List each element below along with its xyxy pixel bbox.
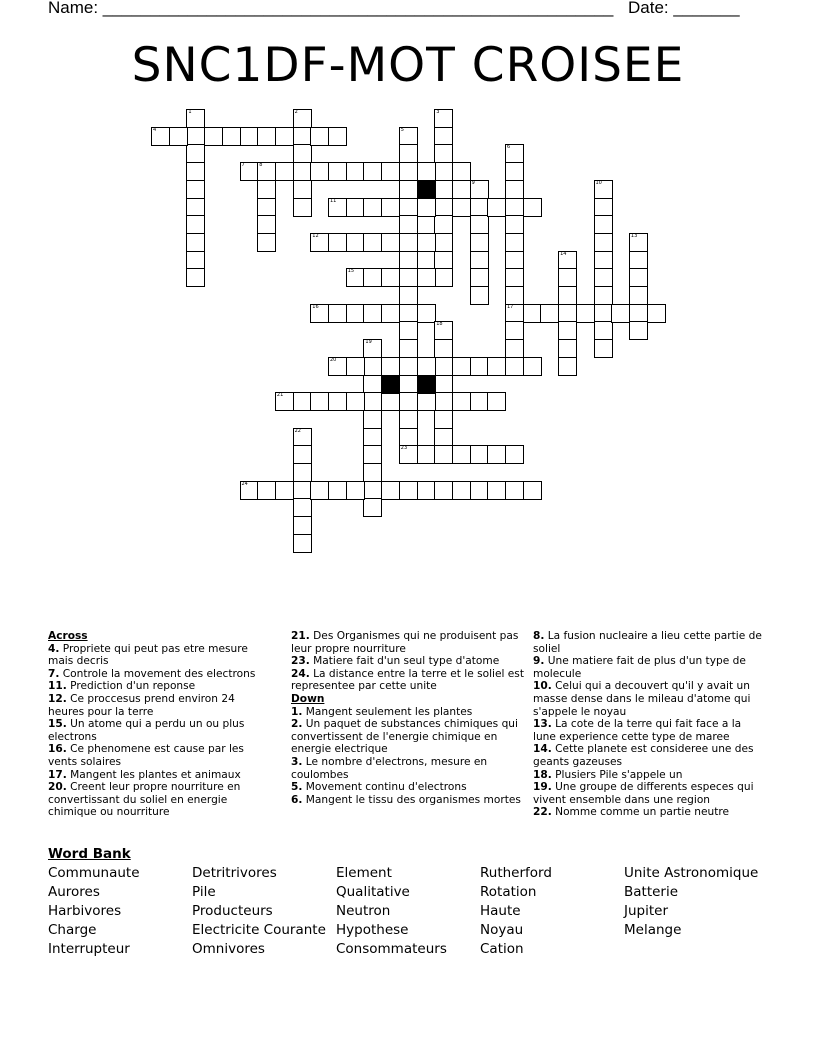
word-bank-item: Harbivores [48, 903, 122, 919]
grid-cell[interactable] [186, 215, 205, 234]
grid-cell[interactable] [629, 233, 648, 252]
grid-cell[interactable] [328, 233, 347, 252]
grid-cell[interactable] [363, 198, 382, 217]
grid-cell[interactable] [257, 198, 276, 217]
grid-cell[interactable] [434, 428, 453, 447]
grid-cell[interactable] [594, 180, 613, 199]
grid-cell[interactable] [222, 127, 241, 146]
clue-number: 2 [294, 109, 298, 115]
grid-cell[interactable] [558, 321, 577, 340]
grid-cell[interactable] [505, 198, 524, 217]
grid-cell[interactable] [310, 233, 329, 252]
grid-cell[interactable] [293, 481, 312, 500]
grid-cell[interactable] [257, 127, 276, 146]
grid-cell[interactable] [363, 268, 382, 287]
name-field[interactable]: Name: ______________________________________________________ [48, 0, 614, 17]
clue-number: 15 [347, 268, 355, 275]
clue-number: 17 [507, 303, 514, 310]
grid-cell[interactable] [363, 463, 382, 482]
grid-cell[interactable] [470, 180, 489, 199]
across-clue: 11. Prediction d'un reponse [48, 680, 196, 693]
word-bank-column [480, 864, 624, 959]
grid-cell[interactable] [434, 410, 453, 429]
grid-cell[interactable] [594, 251, 613, 270]
grid-cell[interactable] [257, 481, 276, 500]
grid-cell[interactable] [293, 445, 312, 464]
clue-number: 12 [312, 232, 319, 239]
grid-cell[interactable] [381, 198, 400, 217]
word-bank-item: Element [336, 865, 392, 881]
grid-cell[interactable] [275, 162, 294, 181]
grid-cell[interactable] [328, 127, 347, 146]
down-clue: 8. La fusion nucleaire a lieu cette partie de soliel [533, 630, 762, 655]
grid-cell[interactable] [346, 392, 365, 411]
grid-cell[interactable] [629, 286, 648, 305]
grid-cell[interactable] [452, 357, 471, 376]
grid-cell[interactable] [399, 233, 418, 252]
word-bank-item: Producteurs [192, 903, 273, 919]
grid-cell[interactable] [399, 428, 418, 447]
grid-cell[interactable] [363, 233, 382, 252]
grid-cell[interactable] [487, 357, 506, 376]
grid-cell[interactable] [434, 127, 453, 146]
grid-cell[interactable] [399, 162, 418, 181]
grid-cell[interactable] [399, 339, 418, 358]
grid-cell[interactable] [399, 357, 418, 376]
word-bank-item: Unite Astronomique [624, 865, 759, 881]
grid-cell[interactable] [434, 445, 453, 464]
clues-column-1 [48, 630, 263, 819]
clue-number: 14 [560, 250, 567, 257]
grid-cell[interactable] [434, 198, 453, 217]
grid-cell[interactable] [505, 339, 524, 358]
grid-cell[interactable] [346, 268, 365, 287]
across-heading: Across [48, 630, 88, 642]
grid-cell[interactable] [452, 481, 471, 500]
word-bank-item: Consommateurs [336, 941, 447, 957]
grid-cell[interactable] [417, 162, 436, 181]
grid-cell[interactable] [186, 268, 205, 287]
grid-cell[interactable] [399, 445, 418, 464]
down-heading: Down [291, 692, 325, 705]
clue-number: 5 [400, 126, 404, 133]
grid-cell[interactable] [399, 180, 418, 199]
grid-cell[interactable] [470, 215, 489, 234]
grid-cell[interactable] [470, 357, 489, 376]
grid-cell[interactable] [434, 233, 453, 252]
grid-cell[interactable] [594, 198, 613, 217]
grid-cell[interactable] [381, 233, 400, 252]
grid-cell[interactable] [452, 198, 471, 217]
grid-cell[interactable] [434, 144, 453, 163]
grid-cell[interactable] [310, 392, 329, 411]
grid-cell[interactable] [434, 321, 453, 340]
grid-cell[interactable] [399, 321, 418, 340]
grid-cell[interactable] [470, 233, 489, 252]
grid-cell[interactable] [523, 357, 542, 376]
across-clue: 7. Controle la movement des electrons [48, 667, 256, 680]
grid-cell[interactable] [452, 392, 471, 411]
word-bank-item: Pile [192, 884, 216, 900]
grid-cell[interactable] [186, 162, 205, 181]
grid-cell[interactable] [594, 321, 613, 340]
grid-cell[interactable] [594, 339, 613, 358]
clue-number: 19 [365, 339, 372, 346]
word-bank-item: Aurores [48, 884, 100, 900]
grid-cell[interactable] [399, 481, 418, 500]
grid-cell[interactable] [346, 481, 365, 500]
page-title: SNC1DF-MOT CROISEE [131, 38, 685, 93]
grid-cell[interactable] [505, 445, 524, 464]
grid-cell[interactable] [328, 392, 347, 411]
grid-cell[interactable] [363, 375, 382, 394]
word-bank-item: Communaute [48, 865, 140, 881]
grid-cell[interactable] [558, 304, 577, 323]
grid-cell[interactable] [381, 268, 400, 287]
grid-cell[interactable] [487, 481, 506, 500]
grid-cell[interactable] [328, 357, 347, 376]
grid-cell[interactable] [505, 180, 524, 199]
grid-cell[interactable] [310, 481, 329, 500]
across-clue: 21. Des Organismes qui ne produisent pas leur propre nourriture [291, 630, 519, 655]
grid-cell[interactable] [558, 286, 577, 305]
grid-cell[interactable] [293, 198, 312, 217]
grid-cell[interactable] [363, 392, 382, 411]
grid-cell[interactable] [417, 198, 436, 217]
grid-cell[interactable] [629, 304, 648, 323]
grid-cell[interactable] [293, 428, 312, 447]
grid-cell[interactable] [363, 162, 382, 181]
across-clue: 23. Matiere fait d'un seul type d'atome [291, 655, 500, 668]
grid-cell[interactable] [240, 481, 259, 500]
word-bank-column [624, 864, 768, 940]
clues-column-3 [533, 630, 763, 819]
grid-cell[interactable] [417, 445, 436, 464]
down-clue: 6. Mangent le tissu des organismes mortes [291, 793, 521, 806]
grid-cell[interactable] [186, 233, 205, 252]
grid-cell[interactable] [523, 304, 542, 323]
down-clue: 10. Celui qui a decouvert qu'il y avait un masse dense dans le mileau d'atome qui s'appele le noyau [533, 680, 751, 718]
across-clue: 12. Ce proccesus prend environ 24 heures pour la terre [48, 692, 235, 718]
grid-cell[interactable] [434, 251, 453, 270]
grid-cell[interactable] [399, 410, 418, 429]
down-clue: 1. Mangent seulement les plantes [291, 705, 473, 718]
clue-number: 24 [241, 480, 248, 487]
grid-cell[interactable] [399, 251, 418, 270]
grid-cell[interactable] [434, 392, 453, 411]
grid-cell[interactable] [629, 321, 648, 340]
grid-cell[interactable] [240, 127, 259, 146]
grid-cell[interactable] [363, 445, 382, 464]
grid-cell[interactable] [328, 481, 347, 500]
word-bank-item: Jupiter [624, 903, 669, 919]
grid-cell[interactable] [505, 304, 524, 323]
grid-cell[interactable] [381, 392, 400, 411]
grid-cell[interactable] [434, 268, 453, 287]
grid-cell[interactable] [470, 198, 489, 217]
across-clue: 24. La distance entre la terre et le soliel est representee par cette unite [291, 667, 524, 693]
grid-cell[interactable] [523, 198, 542, 217]
grid-cell[interactable] [399, 286, 418, 305]
word-bank-column [48, 864, 192, 959]
grid-black-cell [381, 375, 400, 394]
grid-cell[interactable] [505, 357, 524, 376]
word-bank-item: Noyau [480, 922, 524, 938]
clue-number: 3 [436, 109, 440, 115]
grid-cell[interactable] [487, 392, 506, 411]
grid-cell[interactable] [381, 481, 400, 500]
word-bank-item: Rutherford [480, 865, 552, 881]
date-field[interactable]: Date: _______ [628, 0, 740, 17]
down-clue: 13. La cote de la terre qui fait face a la lune experience cette type de maree [533, 718, 742, 743]
grid-cell[interactable] [399, 198, 418, 217]
across-clue: 20. Creent leur propre nourriture en convertissant du soliel en energie chimique ou nourriture [48, 781, 241, 819]
grid-cell[interactable] [186, 198, 205, 217]
grid-cell[interactable] [540, 304, 559, 323]
grid-cell[interactable] [523, 481, 542, 500]
grid-cell[interactable] [505, 162, 524, 181]
grid-cell[interactable] [399, 304, 418, 323]
grid-cell[interactable] [257, 215, 276, 234]
grid-cell[interactable] [293, 392, 312, 411]
down-clue: 5. Movement continu d'electrons [291, 781, 467, 794]
grid-cell[interactable] [505, 321, 524, 340]
grid-cell[interactable] [399, 127, 418, 146]
clue-number: 7 [241, 162, 245, 169]
grid-cell[interactable] [487, 445, 506, 464]
grid-cell[interactable] [293, 463, 312, 482]
grid-cell[interactable] [186, 144, 205, 163]
grid-cell[interactable] [328, 304, 347, 323]
across-clue: 15. Un atome qui a perdu un ou plus electrons [48, 718, 245, 743]
grid-cell[interactable] [363, 481, 382, 500]
grid-cell[interactable] [293, 109, 312, 128]
grid-cell[interactable] [204, 127, 223, 146]
grid-cell[interactable] [434, 481, 453, 500]
grid-cell[interactable] [505, 481, 524, 500]
grid-cell[interactable] [505, 268, 524, 287]
grid-cell[interactable] [594, 304, 613, 323]
word-bank-item: Neutron [336, 903, 391, 919]
clue-number: 11 [330, 197, 337, 204]
grid-cell[interactable] [611, 304, 630, 323]
down-clue: 19. Une groupe de differents especes qui vivent ensemble dans une region [533, 781, 754, 806]
grid-cell[interactable] [487, 198, 506, 217]
grid-cell[interactable] [257, 162, 276, 181]
grid-cell[interactable] [346, 304, 365, 323]
grid-cell[interactable] [293, 498, 312, 517]
grid-cell[interactable] [505, 233, 524, 252]
down-clue: 2. Un paquet de substances chimiques qui convertissent de l'energie chimique en energie electrique [291, 718, 518, 756]
grid-cell[interactable] [399, 144, 418, 163]
clues-column-2 [291, 630, 526, 806]
grid-cell[interactable] [151, 127, 170, 146]
word-bank-item: Cation [480, 941, 524, 957]
grid-cell[interactable] [417, 233, 436, 252]
grid-cell[interactable] [346, 198, 365, 217]
grid-cell[interactable] [186, 180, 205, 199]
word-bank-item: Melange [624, 922, 682, 938]
grid-cell[interactable] [470, 481, 489, 500]
down-clue: 14. Cette planete est consideree une des geants gazeuses [533, 743, 754, 768]
grid-cell[interactable] [169, 127, 188, 146]
word-bank-column [192, 864, 336, 959]
word-bank-item: Rotation [480, 884, 537, 900]
across-clue: 16. Ce phenomene est cause par les vents solaires [48, 743, 244, 768]
grid-cell[interactable] [434, 375, 453, 394]
grid-cell[interactable] [328, 162, 347, 181]
grid-cell[interactable] [576, 304, 595, 323]
word-bank-column [336, 864, 480, 959]
clue-number: 6 [507, 144, 511, 151]
clue-number: 1 [188, 109, 192, 115]
word-bank-item: Charge [48, 922, 97, 938]
grid-cell[interactable] [434, 215, 453, 234]
clue-number: 20 [330, 356, 337, 363]
grid-cell[interactable] [452, 162, 471, 181]
grid-cell[interactable] [470, 392, 489, 411]
grid-cell[interactable] [399, 392, 418, 411]
grid-cell[interactable] [186, 251, 205, 270]
grid-cell[interactable] [328, 198, 347, 217]
grid-cell[interactable] [310, 304, 329, 323]
word-bank-title: Word Bank [48, 846, 131, 862]
grid-cell[interactable] [505, 251, 524, 270]
grid-cell[interactable] [434, 357, 453, 376]
grid-cell[interactable] [363, 428, 382, 447]
across-clue: 4. Propriete qui peut pas etre mesure mais decris [48, 642, 248, 668]
clue-number: 10 [595, 179, 602, 186]
grid-black-cell [417, 180, 436, 199]
grid-cell[interactable] [363, 339, 382, 358]
grid-black-cell [417, 375, 436, 394]
word-bank-item: Electricite Courante [192, 922, 326, 938]
grid-cell[interactable] [558, 268, 577, 287]
grid-cell[interactable] [505, 286, 524, 305]
grid-cell[interactable] [346, 233, 365, 252]
grid-cell[interactable] [346, 162, 365, 181]
grid-cell[interactable] [293, 144, 312, 163]
clue-number: 23 [400, 445, 408, 452]
grid-cell[interactable] [558, 357, 577, 376]
grid-cell[interactable] [381, 304, 400, 323]
grid-cell[interactable] [594, 233, 613, 252]
grid-cell[interactable] [310, 162, 329, 181]
grid-cell[interactable] [647, 304, 666, 323]
grid-cell[interactable] [434, 180, 453, 199]
down-clue: 3. Le nombre d'electrons, mesure en coulombes [291, 755, 488, 781]
grid-cell[interactable] [381, 162, 400, 181]
grid-cell[interactable] [417, 268, 436, 287]
clue-number: 21 [276, 392, 284, 399]
word-bank-item: Interrupteur [48, 941, 130, 957]
grid-cell[interactable] [470, 268, 489, 287]
grid-cell[interactable] [363, 410, 382, 429]
word-bank-item: Detritrivores [192, 865, 277, 881]
grid-cell[interactable] [257, 233, 276, 252]
word-bank-item: Qualitative [336, 884, 410, 900]
grid-cell[interactable] [257, 180, 276, 199]
grid-cell[interactable] [275, 127, 294, 146]
grid-cell[interactable] [434, 339, 453, 358]
grid-cell[interactable] [293, 162, 312, 181]
grid-cell[interactable] [293, 534, 312, 553]
grid-cell[interactable] [363, 357, 382, 376]
grid-cell[interactable] [275, 481, 294, 500]
grid-cell[interactable] [293, 516, 312, 535]
grid-cell[interactable] [470, 251, 489, 270]
grid-cell[interactable] [417, 481, 436, 500]
clue-number: 22 [294, 427, 301, 434]
grid-cell[interactable] [240, 162, 259, 181]
grid-cell[interactable] [452, 445, 471, 464]
grid-cell[interactable] [363, 498, 382, 517]
grid-cell[interactable] [186, 109, 205, 128]
grid-cell[interactable] [363, 304, 382, 323]
grid-cell[interactable] [629, 251, 648, 270]
grid-cell[interactable] [417, 357, 436, 376]
word-bank-item: Batterie [624, 884, 679, 900]
word-bank-item: Omnivores [192, 941, 265, 957]
clue-number: 16 [312, 303, 319, 310]
grid-cell[interactable] [558, 251, 577, 270]
grid-cell[interactable] [505, 215, 524, 234]
grid-cell[interactable] [275, 392, 294, 411]
across-clue: 17. Mangent les plantes et animaux [48, 768, 241, 781]
down-clue: 9. Une matiere fait de plus d'un type de molecule [533, 655, 746, 680]
grid-cell[interactable] [310, 127, 329, 146]
grid-cell[interactable] [505, 144, 524, 163]
grid-cell[interactable] [417, 392, 436, 411]
grid-cell[interactable] [399, 375, 418, 394]
grid-cell[interactable] [434, 109, 453, 128]
clue-number: 8 [259, 162, 263, 169]
grid-cell[interactable] [293, 180, 312, 199]
grid-cell[interactable] [399, 268, 418, 287]
grid-cell[interactable] [399, 215, 418, 234]
clue-number: 13 [630, 232, 638, 239]
grid-cell[interactable] [629, 268, 648, 287]
down-clue: 18. Plusiers Pile s'appele un [533, 768, 683, 781]
grid-cell[interactable] [470, 286, 489, 305]
grid-cell[interactable] [381, 357, 400, 376]
grid-cell[interactable] [594, 286, 613, 305]
grid-cell[interactable] [186, 127, 205, 146]
word-bank-item: Hypothese [336, 922, 409, 938]
clue-number: 4 [153, 126, 157, 133]
grid-cell[interactable] [470, 445, 489, 464]
grid-cell[interactable] [434, 162, 453, 181]
down-clue: 22. Nomme comme un partie neutre [533, 806, 729, 819]
grid-cell[interactable] [558, 339, 577, 358]
word-bank-item: Haute [480, 903, 521, 919]
grid-cell[interactable] [346, 357, 365, 376]
clue-number: 18 [436, 321, 443, 328]
clue-number: 9 [471, 179, 475, 186]
grid-cell[interactable] [293, 127, 312, 146]
grid-cell[interactable] [417, 304, 436, 323]
grid-cell[interactable] [594, 268, 613, 287]
grid-cell[interactable] [594, 215, 613, 234]
